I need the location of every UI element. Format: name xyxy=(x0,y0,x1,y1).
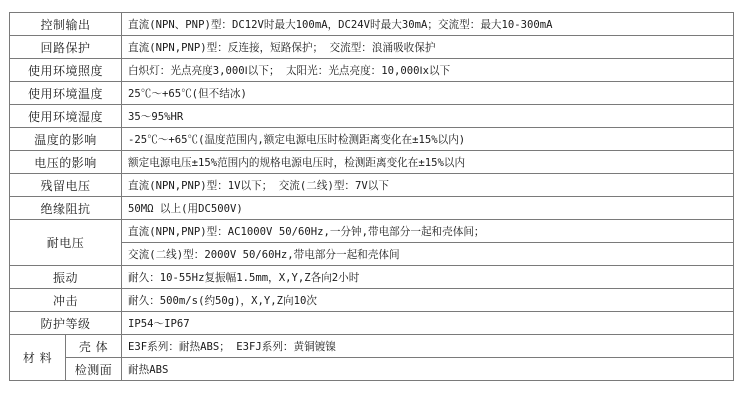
row-label: 使用环境温度 xyxy=(10,82,122,105)
row-value: -25℃～+65℃(温度范围内,额定电源电压时检测距离变化在±15%以内) xyxy=(122,128,734,151)
voltage-line-2: 交流(二线)型：2000V 50/60Hz,带电部分一起和壳体间 xyxy=(122,243,734,266)
row-label: 回路保护 xyxy=(10,36,122,59)
voltage-line-1: 直流(NPN,PNP)型：AC1000V 50/60Hz,一分钟,带电部分一起和壳体间； xyxy=(122,220,734,243)
table-row xyxy=(10,266,734,289)
row-label: 温度的影响 xyxy=(10,128,122,151)
row-label: 振动 xyxy=(10,266,122,289)
table-row xyxy=(10,82,734,105)
row-value: 直流(NPN,PNP)型：1V以下； 交流(二线)型：7V以下 xyxy=(122,174,734,197)
spec-table xyxy=(9,12,734,381)
row-value: 25℃～+65℃(但不结冰) xyxy=(122,82,734,105)
row-label: 使用环境照度 xyxy=(10,59,122,82)
material-label: 材 料 xyxy=(10,335,66,381)
row-value: 直流(NPN,PNP)型：反连接，短路保护； 交流型：浪涌吸收保护 xyxy=(122,36,734,59)
row-value: 直流(NPN、PNP)型：DC12V时最大100mA，DC24V时最大30mA；交流型：最大10-300mA xyxy=(122,13,734,36)
table-row xyxy=(10,151,734,174)
row-label: 冲击 xyxy=(10,289,122,312)
row-value: 50MΩ 以上(用DC500V) xyxy=(122,197,734,220)
row-label: 防护等级 xyxy=(10,312,122,335)
row-label: 残留电压 xyxy=(10,174,122,197)
table-row xyxy=(10,174,734,197)
shell-value: E3F系列：耐热ABS； E3FJ系列：黄铜镀镍 xyxy=(122,335,734,358)
table-row xyxy=(10,289,734,312)
table-row xyxy=(10,105,734,128)
table-row xyxy=(10,36,734,59)
row-value: 白炽灯：光点亮度3,000Ⅰ以下； 太阳光：光点亮度：10,000Ⅰx以下 xyxy=(122,59,734,82)
row-label: 使用环境湿度 xyxy=(10,105,122,128)
table-row xyxy=(10,358,734,381)
row-value: IP54～IP67 xyxy=(122,312,734,335)
row-value: 额定电源电压±15%范围内的规格电源电压时，检测距离变化在±15%以内 xyxy=(122,151,734,174)
shell-label: 壳 体 xyxy=(66,335,122,358)
table-row xyxy=(10,13,734,36)
table-row xyxy=(10,197,734,220)
row-value: 35～95%HR xyxy=(122,105,734,128)
face-value: 耐热ABS xyxy=(122,358,734,381)
row-value: 耐久：10-55Hz复振幅1.5mm，X,Y,Z各向2小时 xyxy=(122,266,734,289)
row-value: 耐久：500m/s(约50g)，X,Y,Z向10次 xyxy=(122,289,734,312)
row-label: 控制输出 xyxy=(10,13,122,36)
table-row xyxy=(10,220,734,243)
row-label: 绝缘阻抗 xyxy=(10,197,122,220)
table-row xyxy=(10,335,734,358)
face-label: 检测面 xyxy=(66,358,122,381)
table-row xyxy=(10,128,734,151)
table-row xyxy=(10,312,734,335)
table-row xyxy=(10,59,734,82)
row-label: 电压的影响 xyxy=(10,151,122,174)
voltage-label: 耐电压 xyxy=(10,220,122,266)
